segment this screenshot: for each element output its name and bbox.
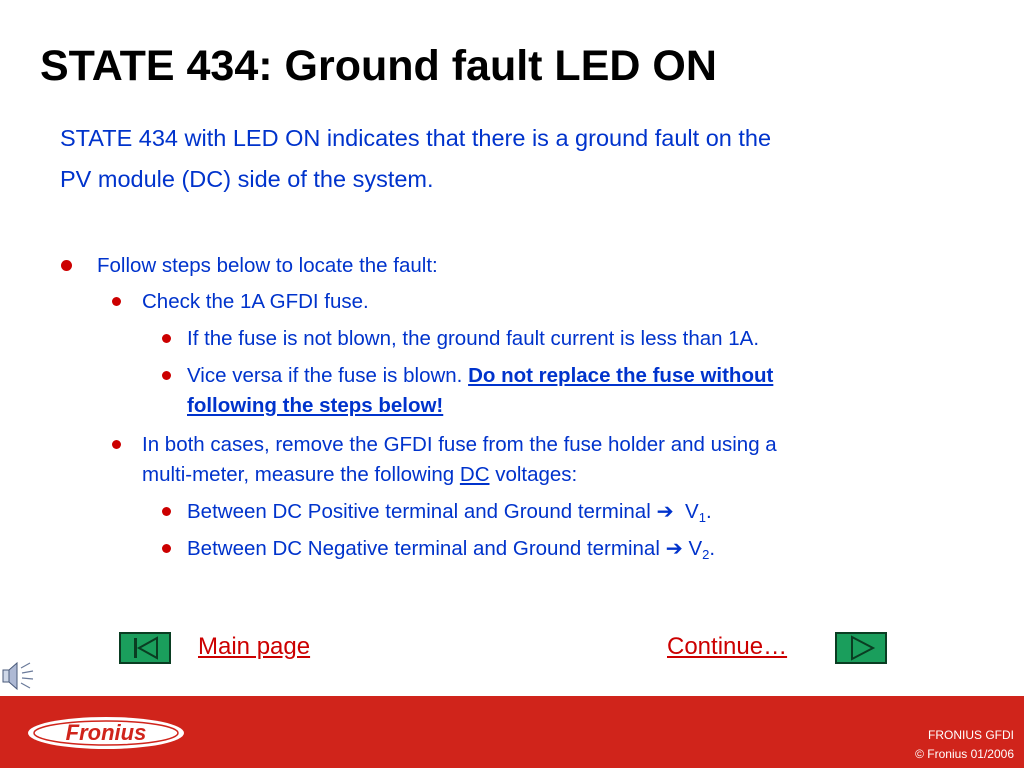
sentence-end: .: [709, 537, 716, 560]
voltage-subscript: 2: [702, 547, 710, 562]
fronius-logo: [26, 715, 186, 751]
main-page-link[interactable]: Main page: [198, 633, 311, 660]
bullet-dot: [162, 334, 171, 343]
play-next-icon: [837, 634, 885, 662]
bullet-check-fuse: Check the 1A GFDI fuse.: [142, 290, 369, 313]
bullet-fuse-blown: [187, 361, 947, 421]
warning-emphasis-line-1: Do not replace the fuse without: [468, 364, 774, 387]
intro-line-2: PV module (DC) side of the system.: [60, 166, 434, 192]
both-cases-line-2-pre: multi-meter, measure the following: [142, 463, 460, 486]
arrow-right-icon: ➔: [656, 500, 674, 523]
intro-line-1: STATE 434 with LED ON indicates that there is a ground fault on the: [60, 125, 772, 151]
footer-product: FRONIUS GFDI: [928, 728, 1014, 742]
both-cases-line-1: In both cases, remove the GFDI fuse from the fuse holder and using a: [142, 433, 777, 456]
bullet-dot: [162, 544, 171, 553]
bullet-dot: [112, 440, 121, 449]
next-slide-button[interactable]: [835, 632, 887, 664]
bullet-dot: [162, 371, 171, 380]
sentence-end: .: [705, 500, 712, 523]
bullet-fuse-not-blown: If the fuse is not blown, the ground fault current is less than 1A.: [187, 327, 760, 350]
negative-terminal-text: Between DC Negative terminal and Ground terminal: [187, 537, 666, 560]
logo-text: Fronius: [65, 720, 147, 745]
footer-bar: [0, 696, 1024, 768]
continue-link[interactable]: Continue…: [667, 633, 788, 660]
voltage-variable: V: [688, 537, 703, 560]
bullet-follow-steps: Follow steps below to locate the fault:: [97, 254, 438, 277]
bullet-positive-terminal: [187, 497, 712, 527]
positive-terminal-text: Between DC Positive terminal and Ground terminal: [187, 500, 657, 523]
bullet-dot: [112, 297, 121, 306]
bullet-fuse-blown-text: Vice versa if the fuse is blown.: [187, 364, 469, 387]
warning-emphasis-line-2: following the steps below!: [187, 394, 444, 417]
footer-copyright: © Fronius 01/2006: [915, 747, 1014, 761]
slide-title: STATE 434: Ground fault LED ON: [40, 42, 717, 90]
bullet-dot: [162, 507, 171, 516]
bullet-negative-terminal: [187, 534, 715, 564]
first-slide-button[interactable]: [119, 632, 171, 664]
arrow-right-icon: ➔: [665, 537, 683, 560]
both-cases-line-2-post: voltages:: [489, 463, 578, 486]
bullet-both-cases: [142, 430, 962, 490]
bullet-dot: [61, 260, 72, 271]
dc-emphasis: DC: [459, 463, 490, 486]
voltage-variable: V: [685, 500, 699, 523]
speaker-icon[interactable]: [0, 656, 36, 696]
voltage-subscript: 1: [698, 510, 706, 525]
intro-paragraph: [60, 118, 960, 200]
skip-to-start-icon: [121, 634, 169, 662]
